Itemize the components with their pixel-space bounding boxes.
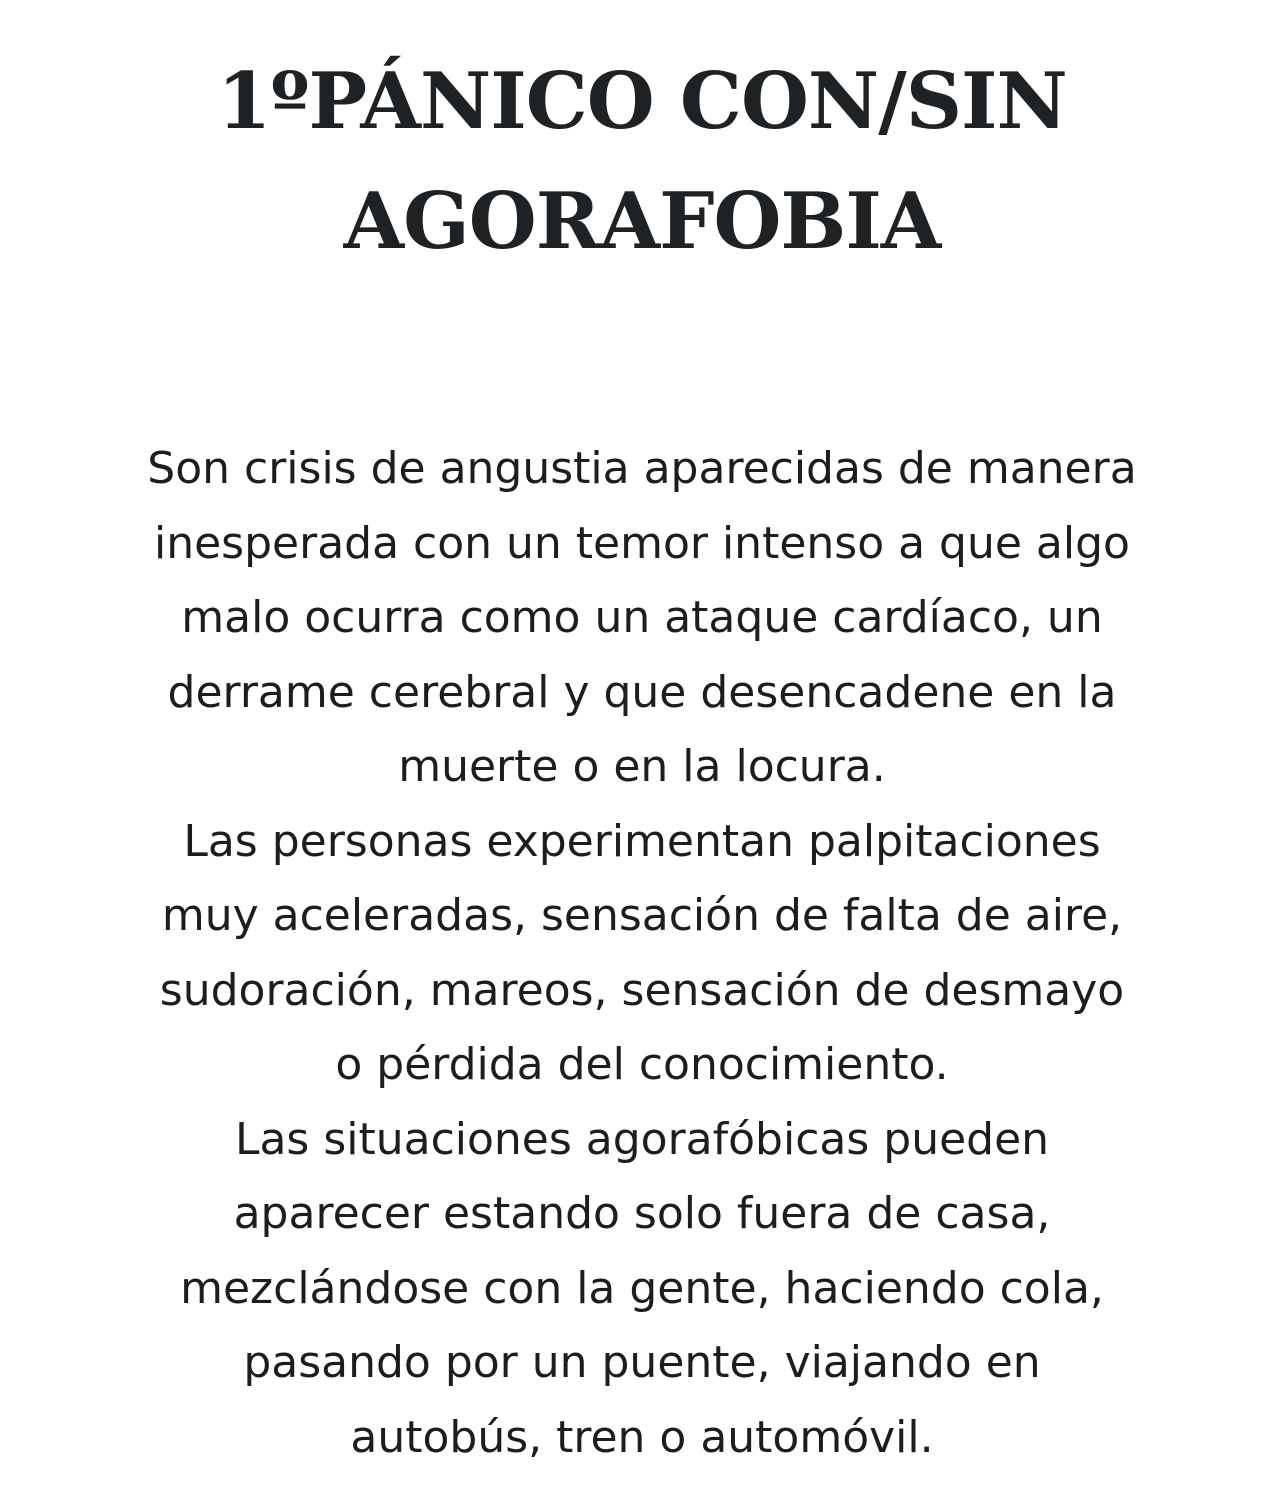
page-title-line-2: AGORAFOBIA (343, 176, 941, 267)
body-line: autobús, tren o automóvil. (350, 1411, 934, 1463)
body-paragraph (60, 432, 1224, 1475)
body-line: malo ocurra como un ataque cardíaco, un (181, 592, 1103, 643)
body-line: mezclándose con la gente, haciendo cola, (180, 1262, 1104, 1314)
page-title-line-1: 1ºPÁNICO CON/SIN (217, 56, 1067, 147)
body-line: aparecer estando solo fuera de casa, (233, 1188, 1051, 1239)
body-line: derrame cerebral y que desencadene en la (167, 666, 1117, 718)
body-line: inesperada con un temor intenso a que algo (154, 517, 1130, 569)
body-line: Son crisis de angustia aparecidas de manera (147, 443, 1137, 494)
body-line: Las personas experimentan palpitaciones (183, 815, 1101, 867)
body-line: o pérdida del conocimiento. (335, 1039, 949, 1090)
body-line: sudoración, mareos, sensación de desmayo (159, 964, 1125, 1016)
body-line: muy aceleradas, sensación de falta de aire, (161, 890, 1123, 941)
body-line: muerte o en la locura. (398, 741, 886, 792)
body-line: Las situaciones agorafóbicas pueden (234, 1113, 1050, 1165)
body-line: pasando por un puente, viajando en (243, 1337, 1041, 1388)
